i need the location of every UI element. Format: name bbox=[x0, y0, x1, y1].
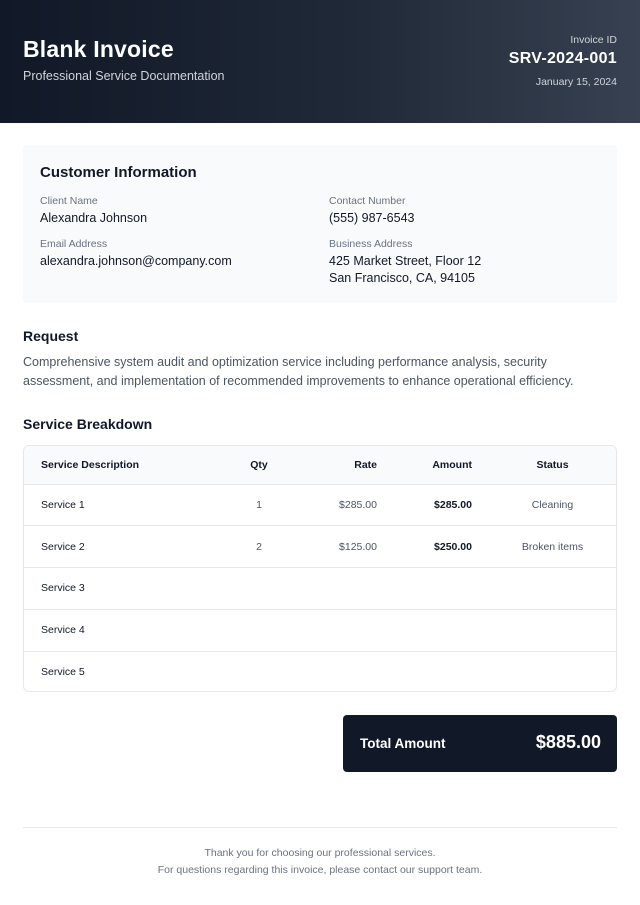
service-table bbox=[23, 445, 617, 692]
row-qty: 1 bbox=[256, 498, 262, 511]
email-label: Email Address bbox=[40, 238, 108, 250]
invoice-subtitle: Professional Service Documentation bbox=[23, 69, 225, 83]
row-status: Broken items bbox=[521, 540, 584, 553]
row-amount bbox=[394, 609, 489, 651]
invoice-meta bbox=[509, 34, 617, 88]
column-header-description: Service Description bbox=[41, 458, 140, 471]
column-header-qty: Qty bbox=[250, 458, 268, 471]
row-amount bbox=[394, 651, 489, 692]
contact-number-value: (555) 987-6543 bbox=[329, 211, 415, 225]
row-description: Service 4 bbox=[41, 624, 85, 637]
contact-number-label: Contact Number bbox=[329, 195, 406, 207]
row-description: Service 2 bbox=[41, 540, 85, 553]
column-header-rate: Rate bbox=[354, 458, 377, 471]
business-address-line1: 425 Market Street, Floor 12 bbox=[329, 254, 482, 268]
business-address-line2: San Francisco, CA, 94105 bbox=[329, 271, 475, 285]
client-name-value: Alexandra Johnson bbox=[40, 211, 148, 225]
row-qty bbox=[224, 568, 294, 610]
invoice-title: Blank Invoice bbox=[23, 36, 174, 62]
table-row bbox=[24, 609, 616, 651]
invoice-id-label: Invoice ID bbox=[570, 34, 617, 46]
table-row bbox=[24, 484, 616, 526]
customer-info-panel bbox=[23, 145, 617, 303]
footer-note bbox=[0, 845, 640, 879]
row-status bbox=[489, 568, 616, 610]
row-rate: $285.00 bbox=[339, 498, 377, 511]
row-rate bbox=[294, 609, 394, 651]
total-amount-label: Total Amount bbox=[360, 736, 446, 751]
row-rate: $125.00 bbox=[339, 540, 377, 553]
row-status bbox=[489, 651, 616, 692]
row-qty bbox=[224, 651, 294, 692]
invoice-date: January 15, 2024 bbox=[535, 76, 617, 88]
footer-divider bbox=[23, 827, 617, 828]
service-breakdown-heading: Service Breakdown bbox=[23, 416, 153, 432]
request-heading: Request bbox=[23, 328, 79, 344]
row-rate bbox=[294, 568, 394, 610]
row-description: Service 1 bbox=[41, 498, 85, 511]
business-address-field bbox=[329, 238, 481, 287]
table-row bbox=[24, 526, 616, 568]
row-amount: $285.00 bbox=[434, 498, 472, 511]
row-status bbox=[489, 609, 616, 651]
row-qty bbox=[224, 609, 294, 651]
row-status: Cleaning bbox=[531, 498, 574, 511]
row-amount: $250.00 bbox=[434, 540, 472, 553]
footer-line-contact: For questions regarding this invoice, please contact our support team. bbox=[157, 864, 483, 876]
table-row bbox=[24, 568, 616, 610]
invoice-header bbox=[0, 0, 640, 123]
contact-number-field bbox=[329, 195, 414, 227]
email-value: alexandra.johnson@company.com bbox=[40, 254, 232, 268]
row-rate bbox=[294, 651, 394, 692]
table-row bbox=[24, 651, 616, 692]
row-qty: 2 bbox=[256, 540, 262, 553]
client-name-field bbox=[40, 195, 147, 227]
total-amount-value: $885.00 bbox=[535, 732, 601, 752]
column-header-amount: Amount bbox=[432, 458, 472, 471]
request-description: Comprehensive system audit and optimization service including performance analysis, security assessment, and implementation of recommended improvements to enhance operational efficiency. bbox=[23, 355, 574, 388]
column-header-status: Status bbox=[536, 458, 569, 471]
total-amount-box bbox=[343, 715, 617, 772]
business-address-label: Business Address bbox=[329, 238, 413, 250]
footer-line-thanks: Thank you for choosing our professional services. bbox=[204, 847, 436, 859]
invoice-id: SRV-2024-001 bbox=[508, 50, 617, 67]
customer-info-heading: Customer Information bbox=[40, 164, 197, 181]
email-field bbox=[40, 238, 232, 270]
row-amount bbox=[394, 568, 489, 610]
table-header-row bbox=[24, 446, 616, 484]
row-description: Service 3 bbox=[41, 582, 85, 595]
client-name-label: Client Name bbox=[40, 195, 98, 207]
row-description: Service 5 bbox=[41, 666, 85, 679]
